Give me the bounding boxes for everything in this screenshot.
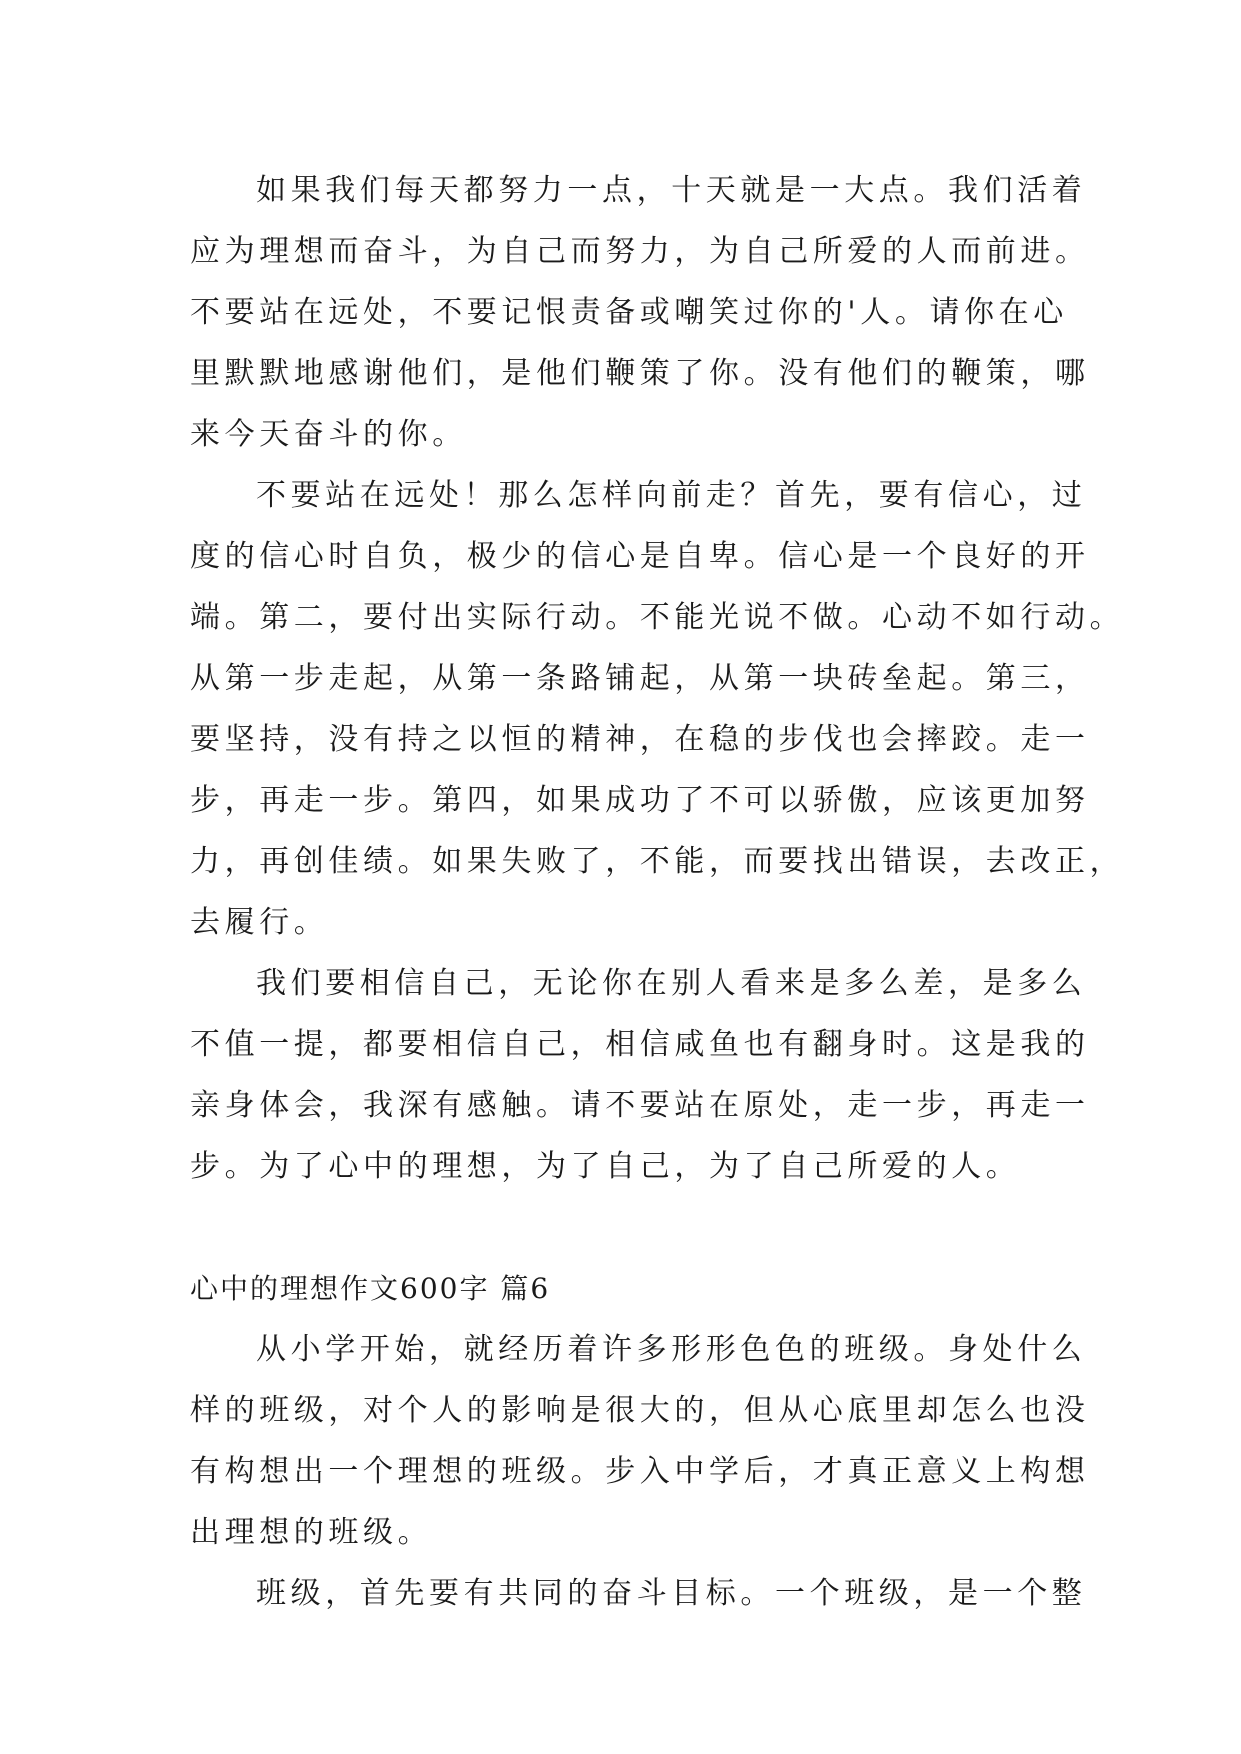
text-line: 从小学开始，就经历着许多形形色色的班级。身处什么 <box>256 1332 1087 1367</box>
text-line: 应为理想而奋斗，为自己而努力，为自己所爱的人而前进。 <box>190 234 1090 269</box>
text-line: 亲身体会，我深有感触。请不要站在原处，走一步，再走一 <box>190 1088 1090 1123</box>
text-line: 不要站在远处，不要记恨责备或嘲笑过你的'人。请你在心 <box>190 295 1068 330</box>
text-line: 步，再走一步。第四，如果成功了不可以骄傲，应该更加努 <box>190 783 1090 818</box>
paragraph <box>190 1319 1090 1563</box>
text-line: 里默默地感谢他们，是他们鞭策了你。没有他们的鞭策，哪 <box>190 356 1090 391</box>
text-line: 我们要相信自己，无论你在别人看来是多么差，是多么 <box>256 966 1087 1001</box>
text-line: 来今天奋斗的你。 <box>190 417 467 452</box>
text-line: 样的班级，对个人的影响是很大的，但从心底里却怎么也没 <box>190 1393 1090 1428</box>
paragraph <box>190 1563 1087 1624</box>
paragraph <box>190 465 1125 953</box>
text-line: 度的信心时自负，极少的信心是自卑。信心是一个良好的开 <box>190 539 1090 574</box>
text-line: 如果我们每天都努力一点，十天就是一大点。我们活着 <box>256 173 1087 208</box>
text-line: 有构想出一个理想的班级。步入中学后，才真正意义上构想 <box>190 1454 1090 1489</box>
text-line: 去履行。 <box>190 905 329 940</box>
text-line: 出理想的班级。 <box>190 1515 433 1550</box>
text-line: 不值一提，都要相信自己，相信咸鱼也有翻身时。这是我的 <box>190 1027 1090 1062</box>
text-line: 班级，首先要有共同的奋斗目标。一个班级，是一个整 <box>256 1576 1087 1611</box>
section-heading: 心中的理想作文600字 篇6 <box>190 1272 551 1305</box>
text-line: 步。为了心中的理想，为了自己，为了自己所爱的人。 <box>190 1149 1021 1184</box>
text-line: 端。第二，要付出实际行动。不能光说不做。心动不如行动。 <box>190 600 1125 635</box>
text-line: 力，再创佳绩。如果失败了，不能，而要找出错误，去改正， <box>190 844 1125 879</box>
paragraph <box>190 953 1090 1197</box>
text-line: 要坚持，没有持之以恒的精神，在稳的步伐也会摔跤。走一 <box>190 722 1090 757</box>
text-line: 不要站在远处！那么怎样向前走？首先，要有信心，过 <box>256 478 1087 513</box>
text-line: 从第一步走起，从第一条路铺起，从第一块砖垒起。第三， <box>190 661 1090 696</box>
paragraph <box>190 160 1090 465</box>
document-body <box>190 160 1125 1624</box>
